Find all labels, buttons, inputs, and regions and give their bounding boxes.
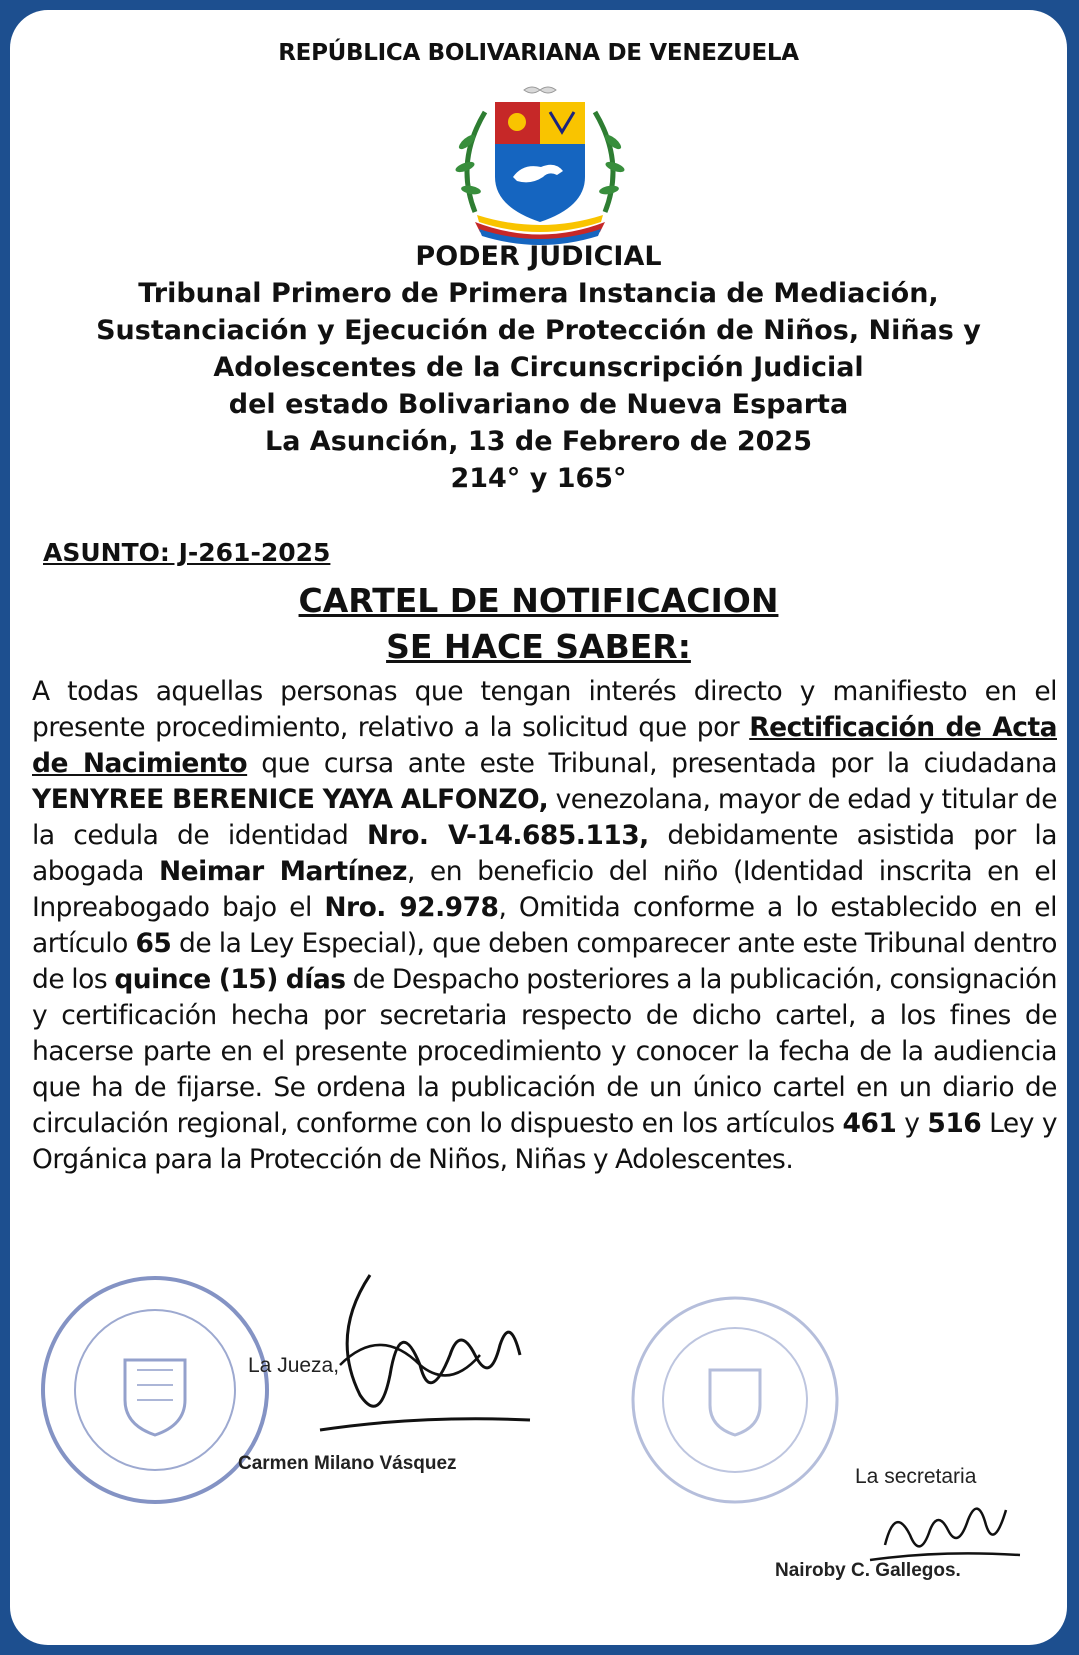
judge-name: Carmen Milano Vásquez bbox=[238, 1453, 457, 1474]
notice-subtitle: SE HACE SABER: bbox=[386, 627, 691, 666]
secretary-title: La secretaria bbox=[855, 1465, 977, 1488]
judge-signature-icon bbox=[300, 1255, 550, 1455]
secretary-name: Nairoby C. Gallegos. bbox=[775, 1560, 961, 1581]
republic-heading: REPÚBLICA BOLIVARIANA DE VENEZUELA bbox=[278, 40, 799, 66]
secretary-stamp-icon bbox=[620, 1290, 850, 1510]
notice-card bbox=[10, 10, 1067, 1645]
court-line: Sustanciación y Ejecución de Protección de Niños, Niñas y bbox=[96, 315, 981, 346]
place-date: La Asunción, 13 de Febrero de 2025 bbox=[264, 426, 812, 457]
signature-area bbox=[10, 1280, 1067, 1645]
lawyer-name: Neimar Martínez bbox=[158, 856, 407, 887]
court-line: Tribunal Primero de Primera Instancia de Mediación, bbox=[138, 278, 939, 309]
court-heading bbox=[10, 238, 1067, 497]
case-number: ASUNTO: J-261-2025 bbox=[43, 538, 331, 567]
judge-title: La Jueza, bbox=[248, 1354, 340, 1377]
court-line: Adolescentes de la Circunscripción Judicial bbox=[213, 352, 864, 383]
notice-title-block bbox=[10, 578, 1067, 670]
years: 214° y 165° bbox=[450, 463, 627, 494]
petition-type: Rectificación de Acta de Nacimiento bbox=[32, 712, 1057, 779]
coat-of-arms-icon bbox=[445, 82, 635, 252]
id-number: Nro. V-14.685.113, bbox=[366, 820, 649, 851]
petitioner-name: YENYREE BERENICE YAYA ALFONZO, bbox=[32, 784, 549, 815]
deadline: quince (15) días bbox=[114, 964, 346, 995]
notice-body: A todas aquellas personas que tengan interés directo y manifiesto en el presente procedimiento, relativo a la solicitud que por Rectificación de Acta de Nacimiento que cursa ante este Tribunal, presentada por la ciudadana YENYREE BERENICE YAYA ALFONZO, venezolana, mayor de edad y titular de la cedula de identidad Nro. V-14.685.113, debidamente asistida por la abogada Neimar Martínez, en beneficio del niño (Identidad inscrita en el Inpreabogado bajo el Nro. 92.978, Omitida conforme a lo establecido en el artículo 65 de la Ley Especial), que deben comparecer ante este Tribunal dentro de los quince (15) días de Despacho posteriores a la publicación, consignación y certificación hecha por secretaria respecto de dicho cartel, a los fines de hacerse parte en el presente procedimiento y conocer la fecha de la audiencia que ha de fijarse. Se ordena la publicación de un único cartel en un diario de circulación regional, conforme con lo dispuesto en los artículos 461 y 516 Ley y Orgánica para la Protección de Niños, Niñas y Adolescentes. bbox=[32, 676, 1058, 1175]
branch-title: PODER JUDICIAL bbox=[415, 241, 662, 272]
court-line: del estado Bolivariano de Nueva Esparta bbox=[228, 389, 849, 420]
notice-title: CARTEL DE NOTIFICACION bbox=[298, 581, 779, 620]
